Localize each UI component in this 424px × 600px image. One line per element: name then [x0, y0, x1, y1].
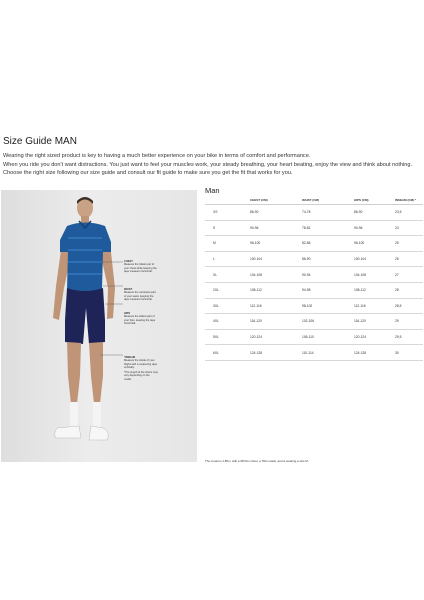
cyclist-model-illustration: [1, 190, 197, 462]
size-cell: 6XL: [205, 345, 250, 361]
size-table: [205, 195, 423, 361]
hips-cell: 104-108: [354, 267, 395, 283]
waist-cell: 74-78: [302, 205, 354, 221]
waist-cell: 110-114: [302, 345, 354, 361]
size-cell: XS: [205, 205, 250, 221]
hips-cell: 116-120: [354, 314, 395, 330]
size-cell: XL: [205, 267, 250, 283]
waist-cell: 98-102: [302, 298, 354, 314]
hips-note-text: Measure the widest part of your hips, keeping the tape horizontal.: [124, 315, 156, 325]
waist-note-heading: WAIST: [124, 288, 133, 291]
header-cell: WAIST (CM): [302, 195, 354, 205]
table-row: [205, 329, 423, 345]
hips-cell: 120-124: [354, 329, 395, 345]
size-cell: 2XL: [205, 282, 250, 298]
header-cell: CHEST (CM): [250, 195, 302, 205]
inseam-note: [124, 356, 158, 381]
hips-cell: 86-90: [354, 205, 395, 221]
size-cell: M: [205, 236, 250, 252]
waist-cell: 86-90: [302, 251, 354, 267]
inseam-note-text: Measure the inside of your thighs with a measuring tape vertically.: [124, 359, 158, 369]
intro-line: When you ride you don't want distractions. You just want to feel your muscles work, your steady breathing, your heart beating, enjoy the view and think about nothing.: [3, 161, 413, 168]
size-cell: 3XL: [205, 298, 250, 314]
hips-note: [124, 312, 158, 325]
inseam-cell: 28: [395, 282, 423, 298]
page-title: Size Guide MAN: [3, 136, 77, 147]
waist-note-text: Measure the narrowest part of your waist, keeping the tape measure horizontal.: [124, 291, 156, 301]
chest-cell: 96-100: [250, 236, 302, 252]
chest-cell: 104-108: [250, 267, 302, 283]
model-photo: [1, 190, 197, 462]
waist-note: [124, 288, 158, 301]
table-caption: Man: [205, 186, 220, 195]
waist-cell: 82-86: [302, 236, 354, 252]
hips-cell: 96-100: [354, 236, 395, 252]
intro-text: [3, 152, 423, 178]
size-cell: L: [205, 251, 250, 267]
chest-cell: 86-90: [250, 205, 302, 221]
hips-cell: 90-96: [354, 220, 395, 236]
inseam-cell: 27: [395, 267, 423, 283]
chest-cell: 124-128: [250, 345, 302, 361]
inseam-cell: 29,5: [395, 329, 423, 345]
header-cell: HIPS (CM): [354, 195, 395, 205]
table-row: [205, 236, 423, 252]
waist-cell: 90-94: [302, 267, 354, 283]
chest-cell: 108-112: [250, 282, 302, 298]
chest-note: [124, 260, 158, 273]
intro-line: Choose the right size following our size guide and consult our fit guide to make sure you get the fit that works for you.: [3, 170, 293, 177]
table-row: [205, 298, 423, 314]
size-cell: 4XL: [205, 314, 250, 330]
table-row: [205, 251, 423, 267]
chest-note-text: Measure the fullest part of your chest while keeping the tape measure horizontal.: [124, 263, 157, 273]
chest-cell: 100-104: [250, 251, 302, 267]
table-row: [205, 205, 423, 221]
inseam-cell: 23,5: [395, 205, 423, 221]
inseam-cell: 25: [395, 236, 423, 252]
size-cell: S: [205, 220, 250, 236]
waist-cell: 106-110: [302, 329, 354, 345]
table-row: [205, 267, 423, 283]
inseam-note-extra: *The length of the shorts may vary depending on the model.: [124, 371, 158, 381]
header-cell: INSEAM (CM) *: [395, 195, 423, 205]
table-row: [205, 220, 423, 236]
hips-cell: 108-112: [354, 282, 395, 298]
hips-cell: 124-128: [354, 345, 395, 361]
waist-cell: 102-106: [302, 314, 354, 330]
inseam-cell: 30: [395, 345, 423, 361]
chest-cell: 112-116: [250, 298, 302, 314]
chest-cell: 120-124: [250, 329, 302, 345]
intro-line: Wearing the right sized product is key to having a much better experience on your bike in terms of comfort and performance.: [3, 153, 311, 159]
table-row: [205, 345, 423, 361]
header-cell: [205, 195, 250, 205]
waist-cell: 94-98: [302, 282, 354, 298]
inseam-note-heading: *INSEAM: [124, 356, 136, 359]
table-row: [205, 282, 423, 298]
hips-cell: 100-104: [354, 251, 395, 267]
waist-cell: 78-82: [302, 220, 354, 236]
inseam-cell: 26: [395, 251, 423, 267]
chest-cell: 90-96: [250, 220, 302, 236]
chest-cell: 116-120: [250, 314, 302, 330]
hips-cell: 112-116: [354, 298, 395, 314]
size-table-header: [205, 195, 423, 205]
hips-note-heading: HIPS: [124, 312, 131, 315]
inseam-cell: 24: [395, 220, 423, 236]
inseam-cell: 29: [395, 314, 423, 330]
model-footnote: The model is 1.85m, with a 98.5cm chest, a 78cm waist, and is wearing a size M.: [205, 459, 309, 463]
inseam-cell: 28,5: [395, 298, 423, 314]
chest-note-heading: CHEST: [124, 260, 133, 263]
table-row: [205, 314, 423, 330]
size-cell: 5XL: [205, 329, 250, 345]
